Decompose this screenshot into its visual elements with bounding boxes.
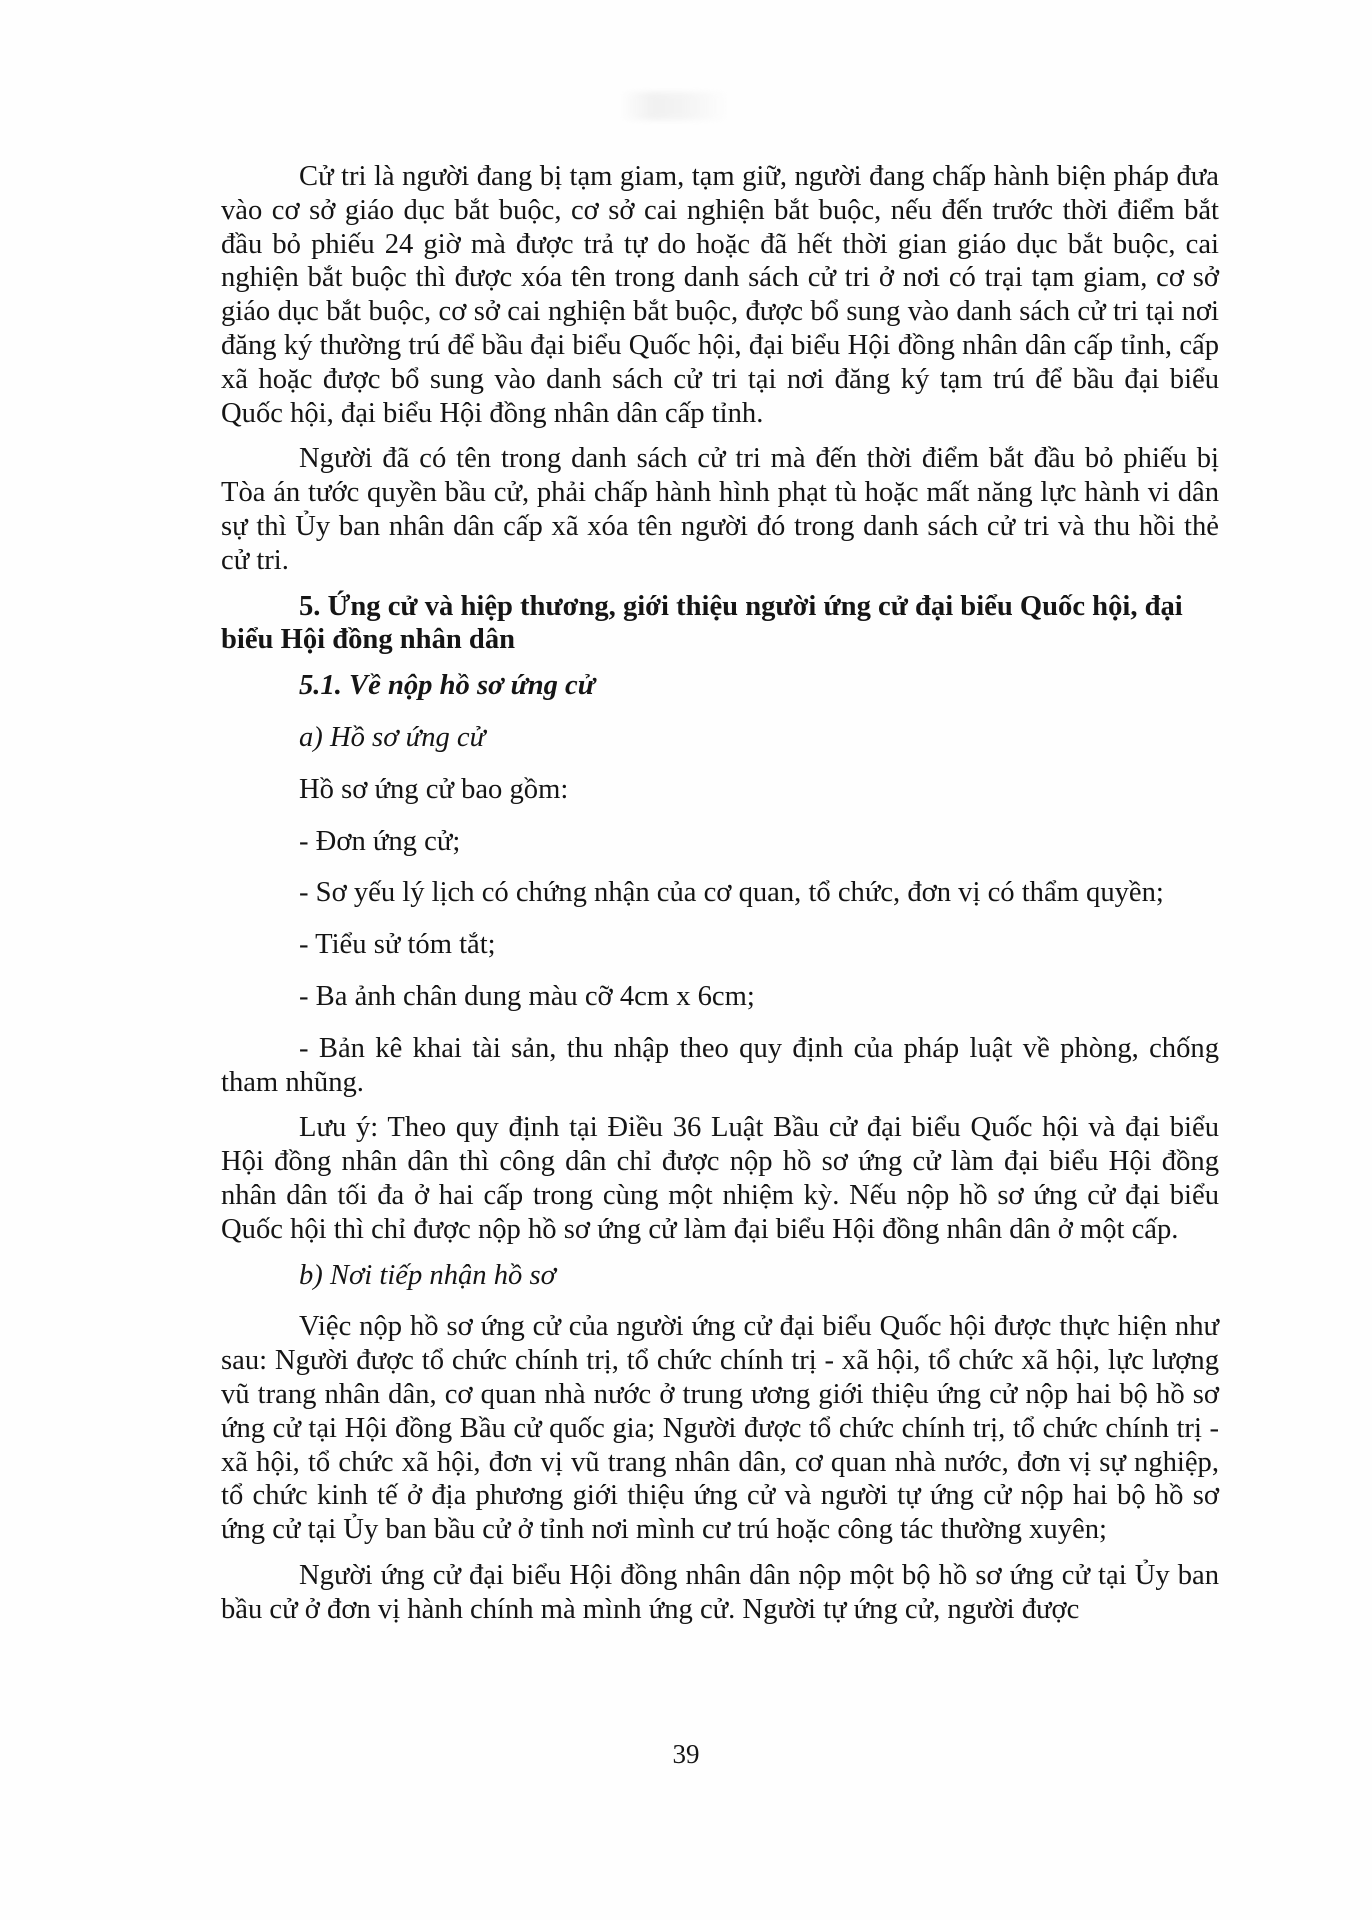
paragraph-voter-removal: Người đã có tên trong danh sách cử tri mà đến thời điểm bắt đầu bỏ phiếu bị Tòa án tước quyền bầu cử, phải chấp hành hình phạt tù hoặc mất năng lực hành vi dân sự thì Ủy ban nhân dân cấp xã xóa tên người đó trong danh sách cử tri và thu hồi thẻ cử tri. (221, 443, 1219, 576)
list-item: - Đơn ứng cử; (299, 825, 461, 857)
list-item: - Ba ảnh chân dung màu cỡ 4cm x 6cm; (299, 980, 755, 1012)
paragraph-voter-detention: Cử tri là người đang bị tạm giam, tạm giữ, người đang chấp hành biện pháp đưa vào cơ sở giáo dục bắt buộc, cơ sở cai nghiện bắt buộc, nếu đến trước thời điểm bắt đầu bỏ phiếu 24 giờ mà được trả tự do hoặc đã hết thời gian giáo dục bắt buộc, cai nghiện bắt buộc thì được xóa tên trong danh sách cử tri ở nơi có trại tạm giam, cơ sở giáo dục bắt buộc, cơ sở cai nghiện bắt buộc, được bổ sung vào danh sách cử tri tại nơi đăng ký thường trú để bầu đại biểu Quốc hội, đại biểu Hội đồng nhân dân cấp tỉnh, cấp xã hoặc được bổ sung vào danh sách cử tri tại nơi đăng ký tạm trú để bầu đại biểu Quốc hội, đại biểu Hội đồng nhân dân cấp tỉnh. (221, 161, 1219, 429)
list-item: - Tiểu sử tóm tắt; (299, 929, 496, 961)
heading-b-receiving-place: b) Nơi tiếp nhận hồ sơ (299, 1259, 556, 1291)
section-heading-5: 5. Ứng cử và hiệp thương, giới thiệu người ứng cử đại biểu Quốc hội, đại biểu Hội đồng nhân dân (221, 590, 1183, 656)
list-item: - Sơ yếu lý lịch có chứng nhận của cơ quan, tổ chức, đơn vị có thẩm quyền; (299, 877, 1164, 909)
paragraph-note: Lưu ý: Theo quy định tại Điều 36 Luật Bầu cử đại biểu Quốc hội và đại biểu Hội đồng nhân dân thì công dân chỉ được nộp hồ sơ ứng cử làm đại biểu Hội đồng nhân dân tối đa ở hai cấp trong cùng một nhiệm kỳ. Nếu nộp hồ sơ ứng cử đại biểu Quốc hội thì chỉ được nộp hồ sơ ứng cử làm đại biểu Hội đồng nhân dân ở một cấp. (221, 1112, 1219, 1245)
document-body (221, 160, 1219, 1638)
subsection-heading-5-1: 5.1. Về nộp hồ sơ ứng cử (299, 670, 595, 702)
list-item: - Bản kê khai tài sản, thu nhập theo quy định của pháp luật về phòng, chống tham nhũng. (221, 1032, 1219, 1098)
paragraph-national-assembly-submission: Việc nộp hồ sơ ứng cử của người ứng cử đại biểu Quốc hội được thực hiện như sau: Người được tổ chức chính trị, tổ chức chính trị - xã hội, tổ chức xã hội, lực lượng vũ trang nhân dân, cơ quan nhà nước ở trung ương giới thiệu ứng cử nộp hai bộ hồ sơ ứng cử tại Hội đồng Bầu cử quốc gia; Người được tổ chức chính trị, tổ chức chính trị - xã hội, tổ chức xã hội, đơn vị vũ trang nhân dân, cơ quan nhà nước, đơn vị sự nghiệp, tổ chức kinh tế ở địa phương giới thiệu ứng cử và người tự ứng cử nộp hai bộ hồ sơ ứng cử tại Ủy ban bầu cử ở tỉnh nơi mình cư trú hoặc công tác thường xuyên; (221, 1311, 1219, 1546)
heading-a-dossier: a) Hồ sơ ứng cử (299, 721, 486, 753)
scan-artifact (620, 92, 730, 120)
dossier-intro: Hồ sơ ứng cử bao gồm: (299, 773, 569, 805)
paragraph-council-submission: Người ứng cử đại biểu Hội đồng nhân dân nộp một bộ hồ sơ ứng cử tại Ủy ban bầu cử ở đơn vị hành chính mà mình ứng cử. Người tự ứng cử, người được (221, 1559, 1219, 1625)
page-number: 39 (672, 1739, 700, 1769)
